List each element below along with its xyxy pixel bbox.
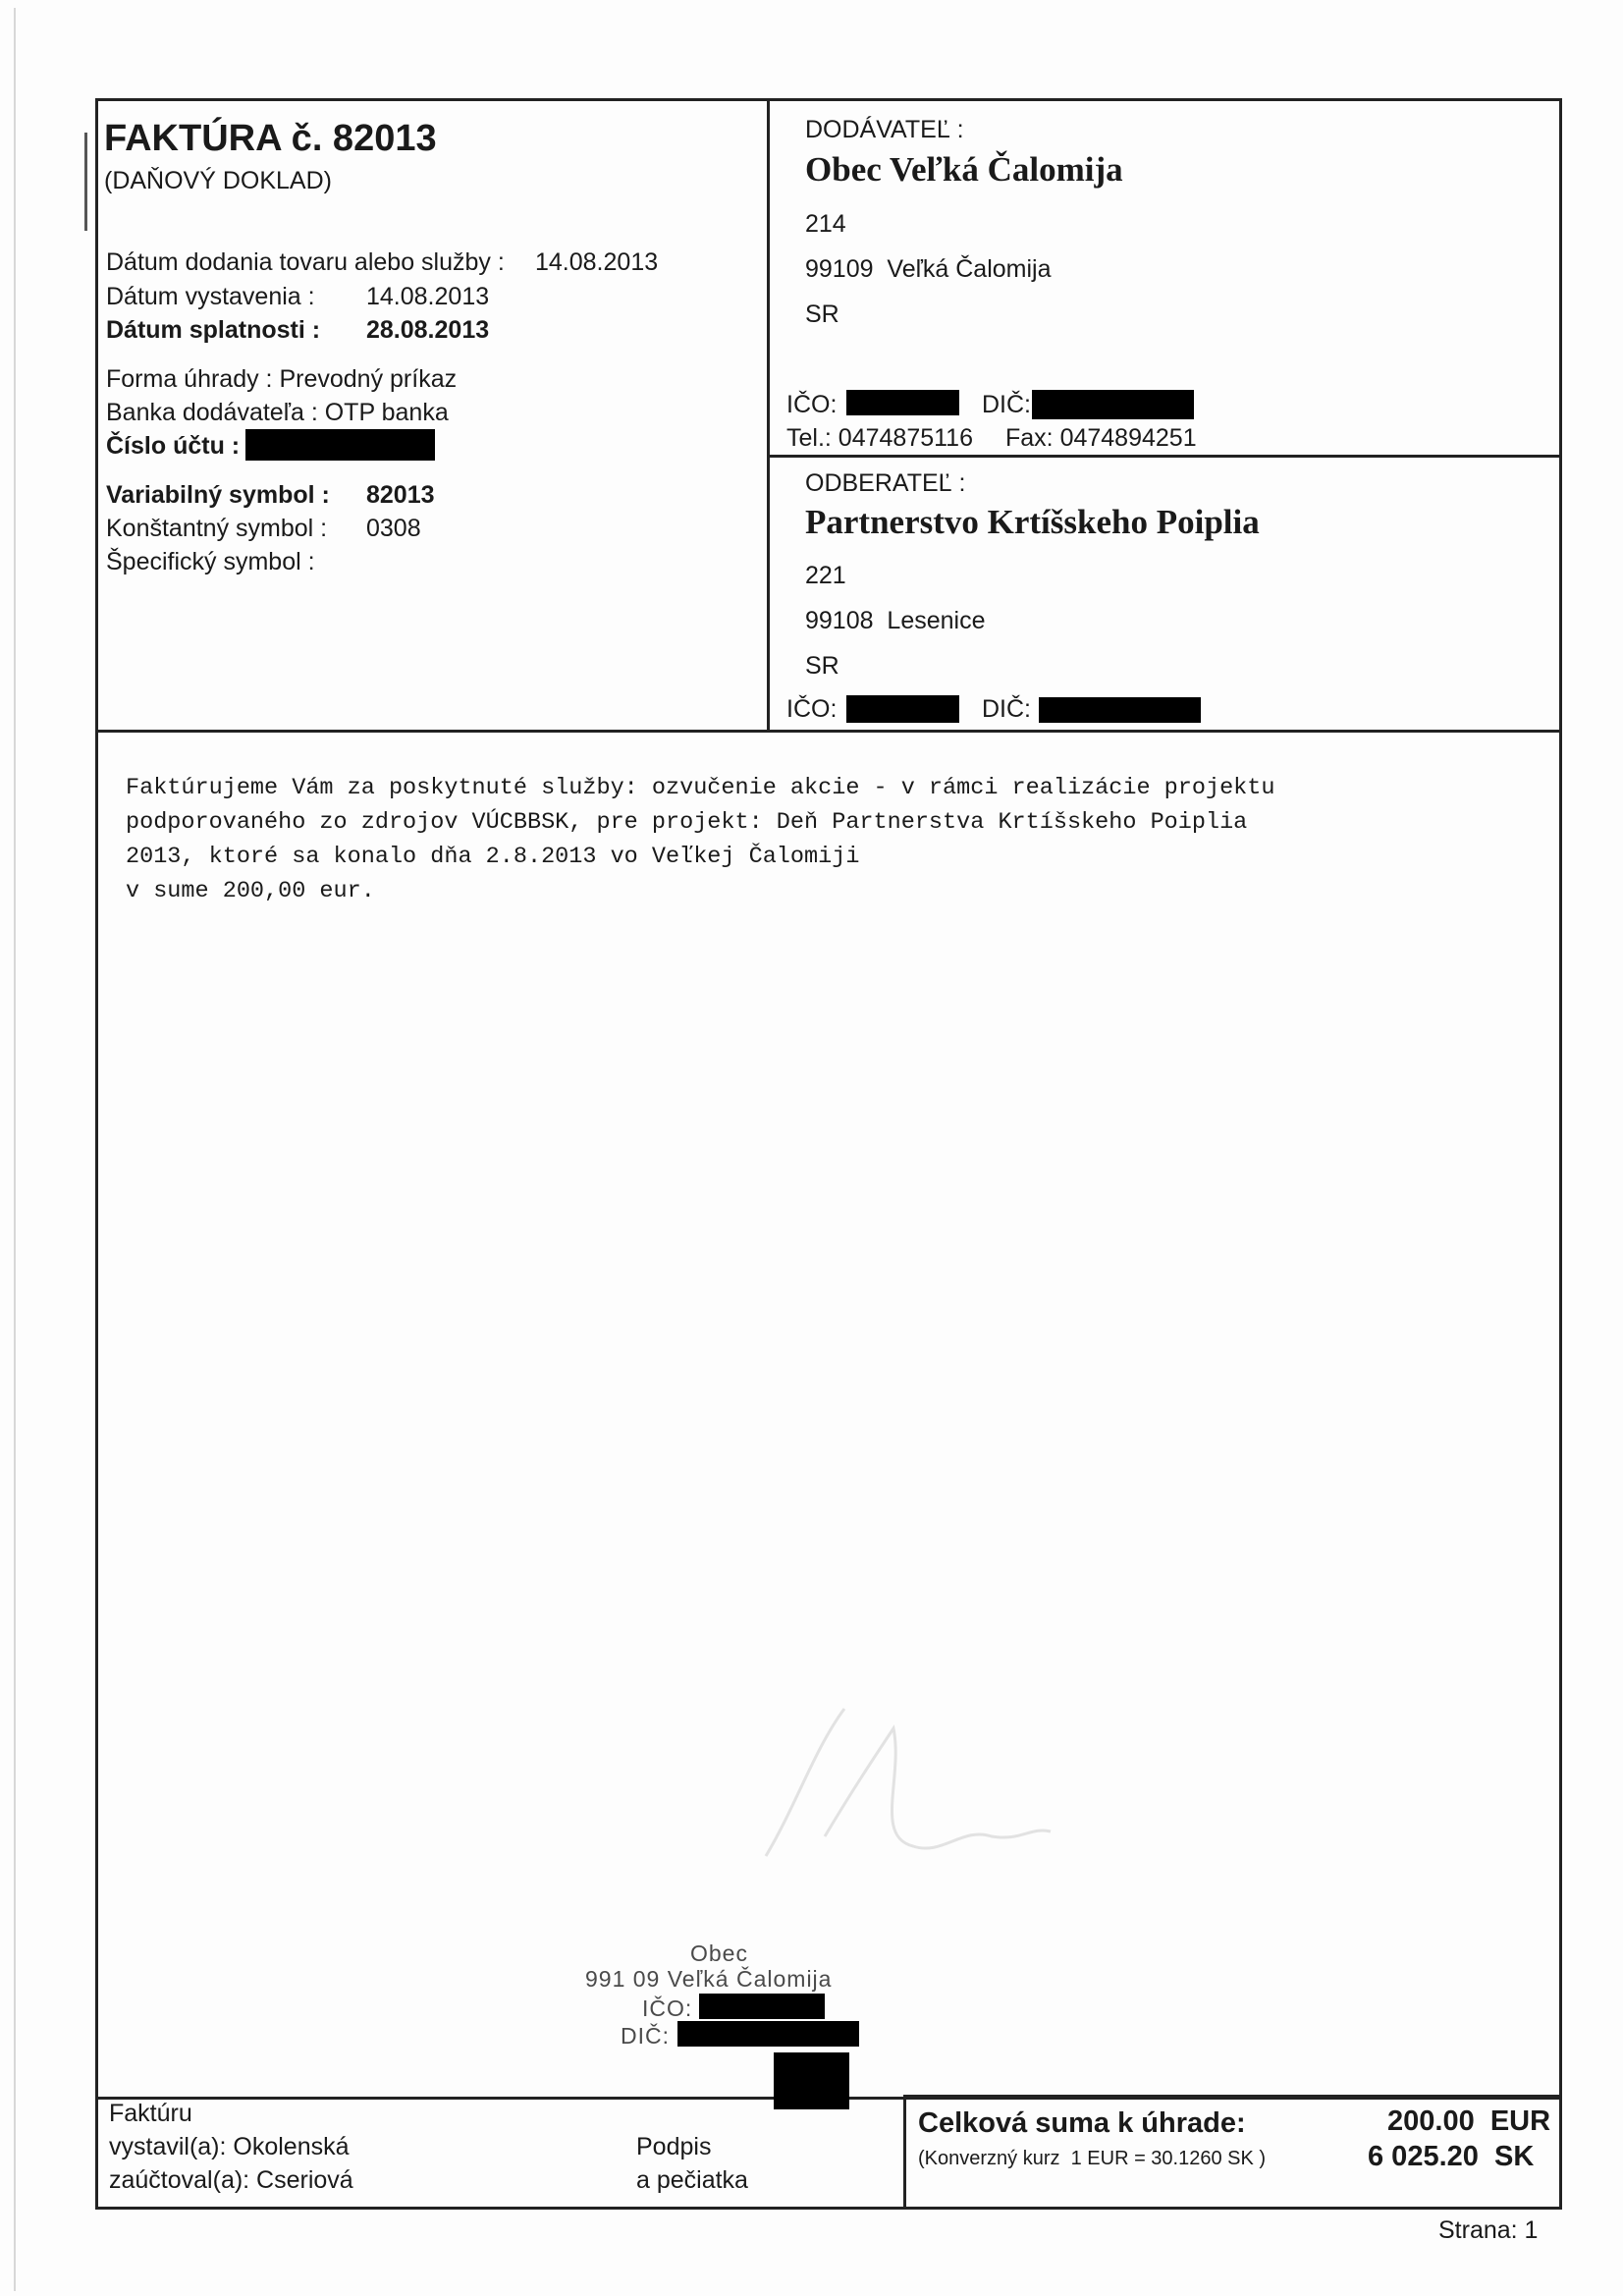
- supplier-dic-redaction: [1032, 390, 1194, 419]
- supplier-bank: Banka dodávateľa : OTP banka: [106, 399, 449, 426]
- due-date: 28.08.2013: [366, 316, 490, 344]
- supplier-name: Obec Veľká Čalomija: [805, 150, 1123, 189]
- stamp-dic-redaction: [677, 2021, 859, 2047]
- supplier-fax: Fax: 0474894251: [1005, 424, 1197, 452]
- signature-scribble: [707, 1689, 1100, 1886]
- stamp-line-1: Obec: [690, 1941, 748, 1966]
- stamp-line-2: 991 09 Veľká Čalomija: [585, 1966, 833, 1992]
- stamp-ico-redaction: [699, 1994, 825, 2019]
- account-redaction: [245, 429, 435, 461]
- customer-city: 99108 Lesenice: [805, 607, 986, 634]
- supplier-dic-label: DIČ:: [982, 391, 1031, 418]
- supplier-ico-redaction: [846, 390, 959, 415]
- customer-street: 221: [805, 562, 846, 589]
- account-label: Číslo účtu :: [106, 432, 241, 460]
- issue-date: 14.08.2013: [366, 283, 490, 310]
- conversion-rate: (Konverzný kurz 1 EUR = 30.1260 SK ): [918, 2148, 1267, 2169]
- customer-dic-label: DIČ:: [982, 695, 1031, 723]
- body-line: podporovaného zo zdrojov VÚCBBSK, pre projekt: Deň Partnerstva Krtíšskeho Poiplia: [126, 809, 1248, 836]
- delivery-date-label: Dátum dodania tovaru alebo služby :: [106, 248, 505, 276]
- invoice-body: [126, 771, 1275, 908]
- customer-country: SR: [805, 652, 839, 680]
- binding-mark: [84, 133, 87, 231]
- customer-ico-label: IČO:: [786, 695, 838, 723]
- customer-name: Partnerstvo Krtíšskeho Poiplia: [805, 503, 1260, 541]
- body-line: v sume 200,00 eur.: [126, 878, 375, 904]
- total-eur: 200.00 EUR: [1387, 2105, 1551, 2137]
- variable-symbol: 82013: [366, 481, 435, 509]
- issued-by: vystavil(a): Okolenská: [109, 2133, 350, 2160]
- stamp-number-redaction: [774, 2052, 849, 2109]
- issue-date-label: Dátum vystavenia :: [106, 283, 315, 310]
- invoice-title: FAKTÚRA č. 82013: [104, 118, 437, 159]
- supplier-customer-divider: [767, 455, 1562, 458]
- invoice-subtitle: (DAŇOVÝ DOKLAD): [104, 167, 332, 194]
- supplier-city: 99109 Veľká Čalomija: [805, 255, 1052, 283]
- issued-label: Faktúru: [109, 2100, 192, 2127]
- constant-symbol: 0308: [366, 515, 421, 542]
- page-number: Strana: 1: [1438, 2216, 1539, 2244]
- total-label: Celková suma k úhrade:: [918, 2107, 1246, 2139]
- constant-symbol-label: Konštantný symbol :: [106, 515, 328, 542]
- specific-symbol-label: Špecifický symbol :: [106, 548, 315, 575]
- supplier-street: 214: [805, 210, 846, 238]
- stamp-ico: IČO:: [642, 1995, 693, 2021]
- body-line: Faktúrujeme Vám za poskytnuté služby: ozvučenie akcie - v rámci realizácie projektu: [126, 775, 1275, 801]
- supplier-ico-label: IČO:: [786, 391, 838, 418]
- supplier-heading: DODÁVATEĽ :: [805, 116, 964, 143]
- header-bottom-divider: [95, 730, 1562, 733]
- supplier-tel: Tel.: 0474875116: [786, 424, 973, 452]
- customer-dic-redaction: [1039, 697, 1201, 723]
- customer-heading: ODBERATEĽ :: [805, 469, 966, 497]
- delivery-date: 14.08.2013: [535, 248, 659, 276]
- customer-ico-redaction: [846, 695, 959, 723]
- booked-by: zaúčtoval(a): Cseriová: [109, 2166, 353, 2194]
- header-divider-vertical: [767, 98, 770, 732]
- variable-symbol-label: Variabilný symbol :: [106, 481, 330, 509]
- stamp-dic: DIČ:: [621, 2023, 670, 2049]
- total-sk: 6 025.20 SK: [1368, 2141, 1535, 2172]
- signature-label-1: Podpis: [636, 2133, 712, 2160]
- payment-method: Forma úhrady : Prevodný príkaz: [106, 365, 458, 393]
- supplier-country: SR: [805, 301, 839, 328]
- due-date-label: Dátum splatnosti :: [106, 316, 321, 344]
- body-line: 2013, ktoré sa konalo dňa 2.8.2013 vo Veľkej Čalomiji: [126, 844, 860, 870]
- signature-label-2: a pečiatka: [636, 2166, 748, 2194]
